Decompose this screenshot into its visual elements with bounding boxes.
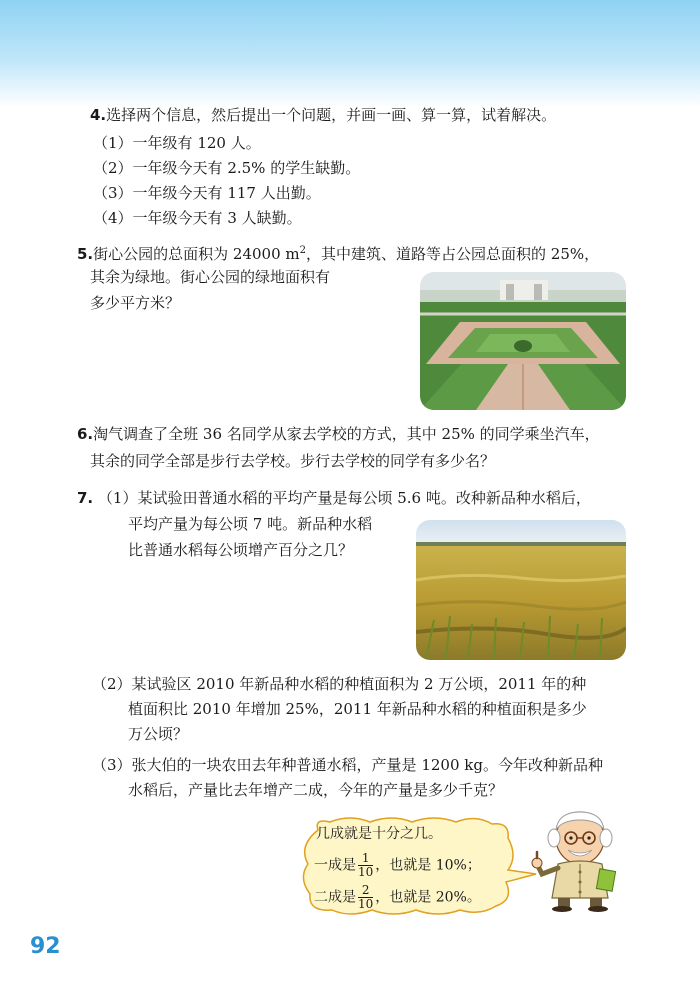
question-7-part-3-line-1: （3）张大伯的一块农田去年种普通水稻，产量是 1200 kg。今年改种新品种 xyxy=(92,756,603,774)
question-7-part-1-line-1: 7. （1）某试验田普通水稻的平均产量是每公顷 5.6 吨。改种新品种水稻后， xyxy=(77,489,591,507)
header-band xyxy=(0,0,700,108)
question-number: 7. xyxy=(77,489,94,507)
question-7-part-2-line-1: （2）某试验区 2010 年新品种水稻的种植面积为 2 万公顷，2011 年的种 xyxy=(92,675,587,693)
park-photo xyxy=(420,272,626,410)
question-4-stem xyxy=(90,104,556,126)
question-7-part-2-line-3: 万公顷？ xyxy=(128,725,189,743)
fraction-one-tenth: $\frac{1}{10}$ xyxy=(358,851,374,879)
question-5-line-1: 5.街心公园的总面积为 24000 $m^2$，其中建筑、道路等占公园总面积的 25%， xyxy=(77,245,600,263)
question-7-part-2-line-2: 植面积比 2010 年增加 25%，2011 年新品种水稻的种植面积是多少 xyxy=(128,700,587,718)
question-4-item-4: （4）一年级今天有 3 人缺勤。 xyxy=(93,209,302,227)
question-7-part-1-line-2: 平均产量为每公顷 7 吨。新品种水稻 xyxy=(128,515,373,533)
question-number: 6. xyxy=(77,425,94,443)
grandpa-character-illustration xyxy=(528,808,628,912)
question-6-line-2: 其余的同学全部是步行去学校。步行去学校的同学有多少名？ xyxy=(90,452,496,470)
question-number: 5. xyxy=(77,245,94,263)
rice-field-photo xyxy=(416,520,626,660)
hint-line-3: 二成是 $\frac{2}{10}$ ，也就是 20%。 xyxy=(314,883,481,911)
hint-line-2: 一成是 $\frac{1}{10}$ ，也就是 10%； xyxy=(314,851,481,879)
question-7-part-1-line-3: 比普通水稻每公顷增产百分之几？ xyxy=(128,541,354,559)
fraction-two-tenths: $\frac{2}{10}$ xyxy=(358,883,374,911)
question-5-line-3: 多少平方米？ xyxy=(90,294,181,312)
question-number: 4. xyxy=(90,106,107,124)
question-6-line-1: 6.淘气调查了全班 36 名同学从家去学校的方式，其中 25% 的同学乘坐汽车， xyxy=(77,425,600,443)
question-7-part-3-line-2: 水稻后，产量比去年增产二成，今年的产量是多少千克？ xyxy=(128,781,504,799)
question-4-item-3: （3）一年级今天有 117 人出勤。 xyxy=(93,184,321,202)
question-4-item-2: （2）一年级今天有 2.5% 的学生缺勤。 xyxy=(93,159,361,177)
question-5-line-2: 其余为绿地。街心公园的绿地面积有 xyxy=(90,268,331,286)
hint-speech-bubble xyxy=(300,816,510,918)
question-text: 选择两个信息，然后提出一个问题，并画一画、算一算，试着解决。 xyxy=(106,106,557,124)
page-number: 92 xyxy=(30,934,61,959)
question-4-item-1: （1）一年级有 120 人。 xyxy=(93,134,261,152)
hint-line-1: 几成就是十分之几。 xyxy=(316,826,442,842)
